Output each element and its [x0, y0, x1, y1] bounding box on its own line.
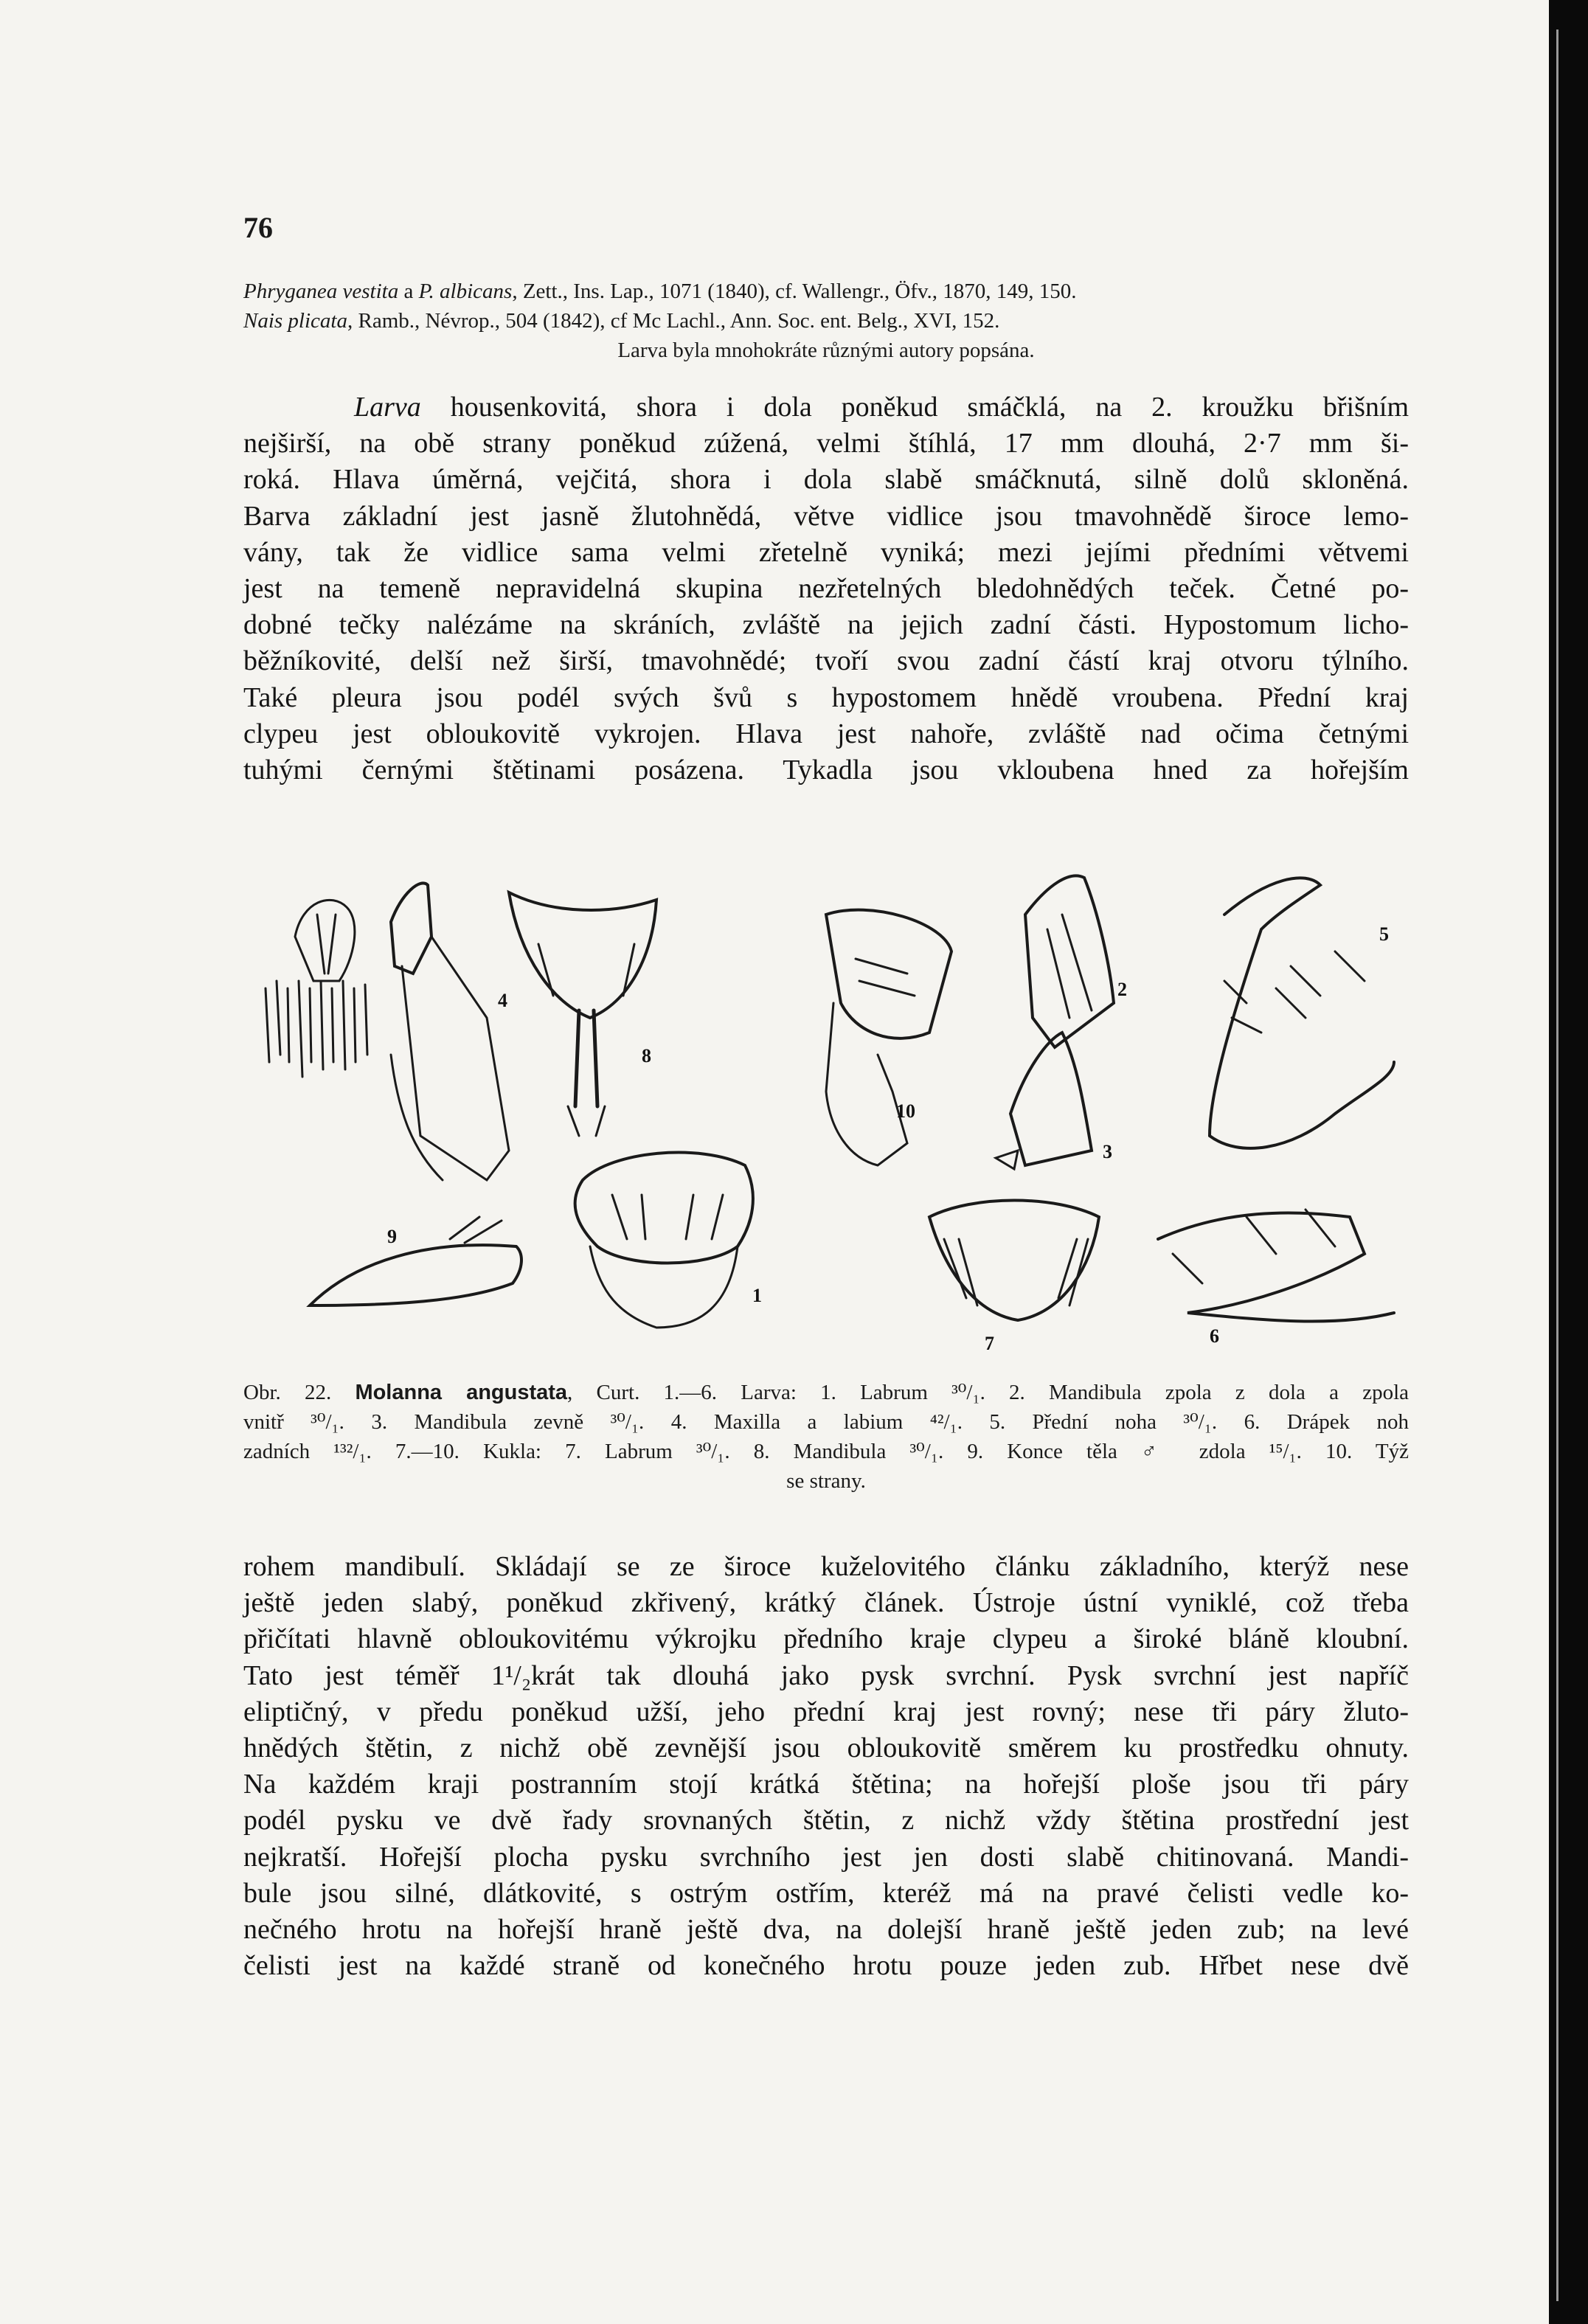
text-line: přičítati hlavně obloukovitému výkrojku předního kraje clypeu a široké bláně kloubní.	[243, 1623, 1409, 1655]
figure-4-maxilla-labium	[266, 883, 509, 1180]
text-line: nejširší, na obě strany poněkud zúžená, velmi štíhlá, 17 mm dlouhá, 2·7 mm ši-	[243, 428, 1409, 459]
figure-10-side-view	[826, 910, 951, 1165]
figure-3-mandible-outer	[996, 1033, 1092, 1169]
figure-6-hind-claw	[1158, 1210, 1394, 1322]
reference-line-1	[243, 277, 1409, 306]
text-line: Barva základní jest jasně žlutohnědá, větve vidlice jsou tmavohnědě široce lemo-	[243, 500, 1409, 532]
text-line: clypeu jest obloukovitě vykrojen. Hlava jest nahoře, zvláště nad očima četnými	[243, 718, 1409, 749]
text-line: podél pysku ve dvě řady srovnaných štětin, z nichž vždy štětina prostřední jest	[243, 1805, 1409, 1836]
text-line: vány, tak že vidlice sama velmi zřetelně vyniká; mezi jejími předními větvemi	[243, 536, 1409, 568]
taxon-name: Nais plicata	[243, 309, 347, 333]
caption-line: se strany.	[786, 1469, 866, 1493]
page-number: 76	[243, 211, 273, 244]
figure-label: 9	[387, 1226, 397, 1247]
species-name: Molanna angustata	[355, 1381, 568, 1404]
text-line: tuhými černými štětinami posázena. Tykadla jsou vkloubena hned za hořejším	[243, 755, 1409, 786]
figure-5-foreleg	[1210, 878, 1394, 1148]
figure-label: 6	[1210, 1325, 1219, 1347]
reference-text: , Ramb., Névrop., 504 (1842), cf Mc Lachl., Ann. Soc. ent. Belg., XVI, 152.	[347, 309, 1000, 333]
reference-text: , Zett., Ins. Lap., 1071 (1840), cf. Wallengr., Öfv., 1870, 149, 150.	[512, 280, 1077, 303]
text-line: bule jsou silné, dlátkovité, s ostrým ostřím, kteréž má na pravé čelisti vedle ko-	[243, 1877, 1409, 1909]
figure-label: 8	[642, 1045, 651, 1066]
text-line: nejkratší. Hořejší plocha pysku svrchního jest jen dosti slabě chitinovaná. Mandi-	[243, 1841, 1409, 1873]
text-line: dobné tečky nalézáme na skráních, zvláště na jejich zadní části. Hypostomum licho-	[243, 609, 1409, 641]
figure-label: 4	[498, 990, 507, 1011]
figure-caption	[243, 1378, 1409, 1496]
text-line: jest na temeně nepravidelná skupina nezřetelných bledohnědých teček. Četné po-	[243, 573, 1409, 605]
figure-label: 7	[985, 1333, 994, 1354]
figure-label: 5	[1379, 923, 1389, 945]
text-line: Tato jest téměř 1¹/₂krát tak dlouhá jako pysk svrchní. Pysk svrchní jest napříč	[243, 1659, 1409, 1691]
figure-9-abdomen-end	[509, 892, 656, 1136]
figure-7-pupal-labrum	[929, 1201, 1099, 1321]
figure-label: 2	[1117, 979, 1127, 1000]
taxon-name: Phryganea vestita	[243, 280, 399, 303]
text-line: Také pleura jsou podél svých švů s hypostomem hnědě vroubena. Přední kraj	[243, 681, 1409, 713]
figure-label: 1	[752, 1285, 762, 1306]
figure-2-mandible-half	[1025, 875, 1114, 1047]
scan-border	[1549, 0, 1588, 2324]
reference-line-2	[243, 306, 1409, 336]
text-line: rohem mandibulí. Skládají se ze široce kuželovitého článku základního, kterýž nese	[243, 1551, 1409, 1582]
caption-line: Obr. 22. Molanna angustata, Curt. 1.—6. Larva: 1. Labrum ³⁰/₁. 2. Mandibula zpola z dola a zpola	[243, 1381, 1409, 1404]
anatomy-figure	[243, 870, 1409, 1357]
scan-edge-line	[1556, 30, 1558, 2301]
lead-word: Larva	[354, 392, 421, 423]
references-block	[243, 277, 1409, 365]
text-line: roká. Hlava úměrná, vejčitá, shora i dola slabě smáčknutá, silně dolů skloněná.	[243, 464, 1409, 496]
figure-1-larval-labrum	[575, 1153, 753, 1328]
paragraph-2	[243, 1549, 1409, 1984]
text-line: běžníkovité, delší než širší, tmavohnědé; tvoří svou zadní částí kraj otvoru týlního.	[243, 645, 1409, 677]
reference-line-3: Larva byla mnohokráte různými autory popsána.	[617, 339, 1035, 362]
text-line: hnědých štětin, z nichž obě zevnější jsou obloukovitě směrem ku prostředku ohnuty.	[243, 1732, 1409, 1764]
caption-line: vnitř ³⁰/₁. 3. Mandibula zevně ³⁰/₁. 4. Maxilla a labium ⁴²/₁. 5. Přední noha ³⁰/₁. 6. Drápek noh	[243, 1410, 1409, 1434]
caption-line: zadních ¹³²/₁. 7.—10. Kukla: 7. Labrum ³⁰/₁. 8. Mandibula ³⁰/₁. 9. Konce těla ♂ zdola ¹⁵/₁. 10. Týž	[243, 1440, 1409, 1463]
reference-text: a	[398, 280, 419, 303]
text-line: eliptičný, v předu poněkud užší, jeho přední kraj jest rovný; nese tři páry žluto-	[243, 1696, 1409, 1727]
taxon-name: P. albicans	[418, 280, 513, 303]
text-line: čelisti jest na každé straně od konečného hrotu pouze jeden zub. Hřbet nese dvě	[243, 1950, 1409, 1982]
figure-label: 3	[1103, 1141, 1112, 1162]
figure-label: 10	[896, 1100, 915, 1122]
text-line: Na každém kraji postranním stojí krátká štětina; na hořejší ploše jsou tři páry	[243, 1769, 1409, 1800]
text-line: ještě jeden slabý, poněkud zkřivený, krátký článek. Ústroje ústní vyniklé, což třeba	[243, 1587, 1409, 1619]
figure-8-pupal-mandible	[310, 1217, 521, 1305]
paragraph-1	[243, 389, 1409, 788]
text-line: nečného hrotu na hořejší hraně ještě dva, na dolejší hraně ještě jeden zub; na levé	[243, 1914, 1409, 1946]
text-line: Larva housenkovitá, shora i dola poněkud smáčklá, na 2. kroužku břišním	[354, 392, 1409, 423]
